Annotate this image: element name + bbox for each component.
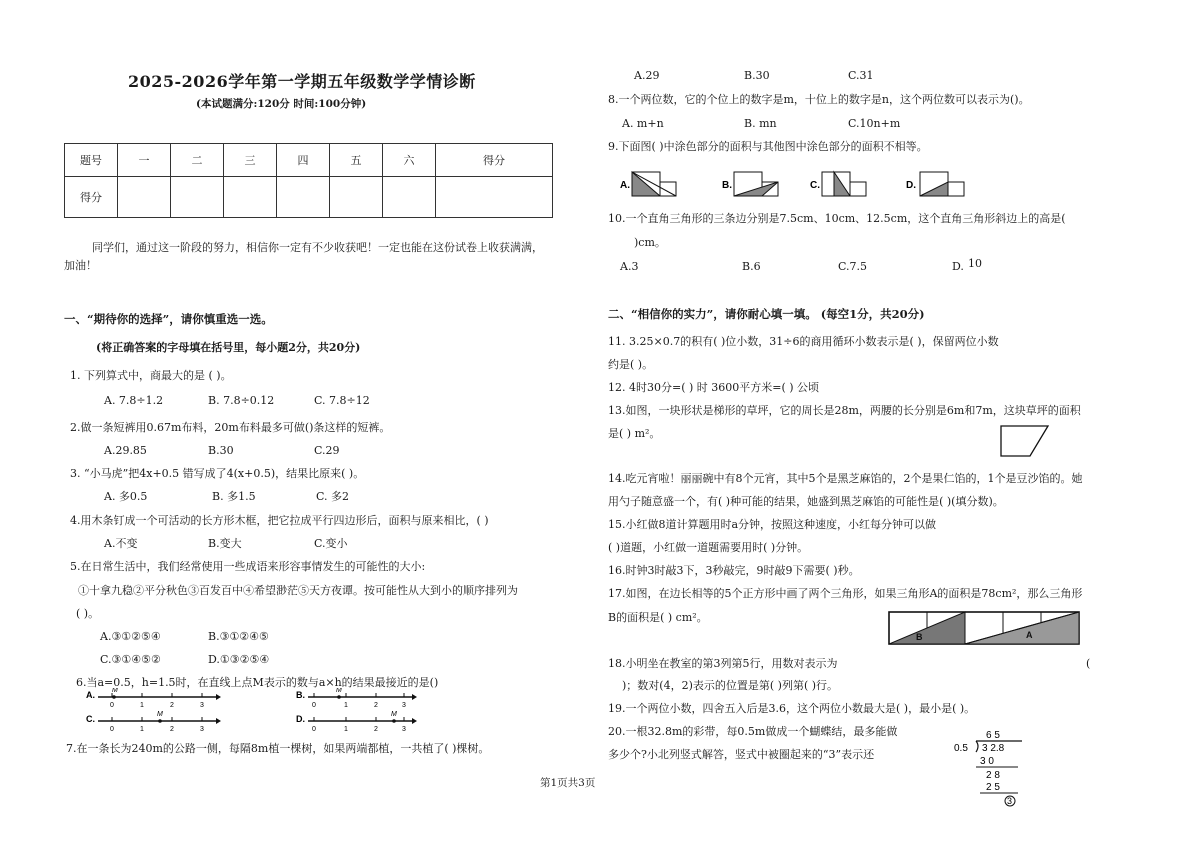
question-stem: 4.用木条钉成一个可活动的长方形木框，把它拉成平行四边形后，面积与原来相比，( ) xyxy=(70,514,489,527)
option-label: B. xyxy=(296,690,305,700)
section-heading: 二、“相信你的实力”，请你耐心填一填。 (每空1分，共20分) xyxy=(608,307,925,321)
number-lines-figure xyxy=(84,688,424,738)
score-header-cell: 得分 xyxy=(436,144,553,177)
option: B.6 xyxy=(742,260,761,273)
option-label: A. xyxy=(620,180,630,191)
option: B. mn xyxy=(744,117,777,130)
question-stem: )；数对(4，2)表示的位置是第( )列第( )行。 xyxy=(622,679,839,692)
question-stem: 8.一个两位数，它的个位上的数字是m，十位上的数字是n，这个两位数可以表示为()。 xyxy=(608,93,1030,106)
q9-figure-c xyxy=(810,172,866,196)
question-stem: 7.在一条长为240m的公路一侧，每隔8m植一棵树，如果两端都植，一共植了( )棵树。 xyxy=(66,742,490,755)
q9-figure-a xyxy=(620,172,676,196)
exam-subtitle: (本试题满分:120分 时间:100分钟) xyxy=(196,98,367,110)
score-header-cell: 题号 xyxy=(65,144,118,177)
tick-label: 1 xyxy=(140,726,144,733)
option: A. 多0.5 xyxy=(104,490,148,503)
triangle-label-b: B xyxy=(916,632,923,642)
option: C.10n+m xyxy=(848,117,901,130)
q9-figure-d xyxy=(906,172,964,196)
number-line-c xyxy=(86,711,221,733)
score-header-cell: 三 xyxy=(224,144,277,177)
option: A.29 xyxy=(634,69,660,82)
triangle-label-a: A xyxy=(1026,630,1033,640)
option-label: A. xyxy=(86,690,95,700)
question-stem: 5.在日常生活中，我们经常使用一些成语来形容事情发生的可能性的大小: xyxy=(70,560,426,573)
tick-label: 0 xyxy=(110,726,114,733)
number-line-a xyxy=(86,688,221,709)
long-division-figure xyxy=(952,728,1032,812)
question-stem: 3. “小马虎”把4x+0.5 错写成了4(x+0.5)，结果比原来( )。 xyxy=(70,467,365,480)
question-stem: 9.下面图( )中涂色部分的面积与其他图中涂色部分的面积不相等。 xyxy=(608,140,928,153)
score-cell[interactable] xyxy=(118,177,171,218)
option: B. 多1.5 xyxy=(212,490,256,503)
score-cell[interactable] xyxy=(330,177,383,218)
answer-paren: ( xyxy=(1086,657,1091,670)
option: A.不变 xyxy=(104,537,138,550)
question-stem: 17.如图，在边长相等的5个正方形中画了两个三角形，如果三角形A的面积是78cm²，那么三角形 xyxy=(608,587,1083,600)
option-label: B. xyxy=(722,180,732,191)
option: C.③①④⑤② xyxy=(100,653,161,666)
tick-label: 1 xyxy=(344,702,348,709)
option: C.7.5 xyxy=(838,260,868,273)
score-row-label: 得分 xyxy=(65,177,118,218)
tick-label: 1 xyxy=(140,702,144,709)
question-stem: 是( ) m²。 xyxy=(608,427,661,440)
question-stem: ①十拿九稳②平分秋色③百发百中④希望渺茫⑤天方夜谭。按可能性从大到小的顺序排列为 xyxy=(78,584,518,597)
tick-label: 1 xyxy=(344,726,348,733)
score-cell[interactable] xyxy=(277,177,330,218)
score-cell[interactable] xyxy=(436,177,553,218)
question-stem: 用勺子随意盛一个，有( )种可能的结果，她盛到黑芝麻馅的可能性是( )(填分数)。 xyxy=(608,495,1004,508)
point-label: M xyxy=(112,688,118,694)
option: C. 7.8÷12 xyxy=(314,394,370,407)
subtract-2: 2 5 xyxy=(986,782,1000,793)
tick-label: 2 xyxy=(374,702,378,709)
tick-label: 0 xyxy=(312,702,316,709)
option: D.①③②⑤④ xyxy=(208,653,270,666)
tick-label: 3 xyxy=(200,702,204,709)
option: D. xyxy=(952,260,964,273)
tick-label: 2 xyxy=(374,726,378,733)
option: A. m+n xyxy=(622,117,664,130)
answer-paren: )cm。 xyxy=(634,236,666,249)
question-stem: 11. 3.25×0.7的积有( )位小数，31÷6的商用循环小数表示是( )，保留两位小数 xyxy=(608,335,999,348)
tick-label: 2 xyxy=(170,726,174,733)
question-stem: 1. 下列算式中，商最大的是 ( )。 xyxy=(70,369,232,382)
point-label: M xyxy=(391,711,397,718)
tick-label: 0 xyxy=(110,702,114,709)
option-label: D. xyxy=(906,180,916,191)
five-squares-figure xyxy=(886,608,1086,650)
score-header-cell: 六 xyxy=(383,144,436,177)
question-stem: B的面积是( ) cm²。 xyxy=(608,611,708,624)
point-label: M xyxy=(336,688,342,694)
question-stem: 约是( )。 xyxy=(608,358,654,371)
remainder-1: 2 8 xyxy=(986,770,1000,781)
option: C.31 xyxy=(848,69,874,82)
tick-label: 0 xyxy=(312,726,316,733)
question-stem: ( )道题，小红做一道题需要用时( )分钟。 xyxy=(608,541,809,554)
number-line-d xyxy=(296,711,417,733)
question-stem: 13.如图，一块形状是梯形的草坪，它的周长是28m，两腰的长分别是6m和7m，这块草坪的面积 xyxy=(608,404,1081,417)
score-header-cell: 五 xyxy=(330,144,383,177)
score-header-cell: 一 xyxy=(118,144,171,177)
dividend: 3 2.8 xyxy=(982,743,1005,754)
option: C. 多2 xyxy=(316,490,350,503)
quotient: 6 5 xyxy=(986,730,1000,741)
number-line-b xyxy=(296,688,417,709)
q9-figures xyxy=(618,168,968,200)
score-cell[interactable] xyxy=(383,177,436,218)
option-label: C. xyxy=(810,180,820,191)
tick-label: 3 xyxy=(402,702,406,709)
option: C.29 xyxy=(314,444,340,457)
question-stem: 16.时钟3时敲3下，3秒敲完，9时敲9下需要( )秒。 xyxy=(608,564,860,577)
subtract-1: 3 0 xyxy=(980,756,994,767)
score-cell[interactable] xyxy=(171,177,224,218)
score-cell[interactable] xyxy=(224,177,277,218)
score-header-cell: 二 xyxy=(171,144,224,177)
question-stem: 2.做一条短裤用0.67m布料，20m布料最多可做()条这样的短裤。 xyxy=(70,421,391,434)
option: B.30 xyxy=(744,69,770,82)
point-label: M xyxy=(157,711,163,718)
question-stem: 14.吃元宵啦！丽丽碗中有8个元宵，其中5个是黑芝麻馅的，2个是果仁馅的，1个是豆沙馅的。她 xyxy=(608,472,1083,485)
section-note: (将正确答案的字母填在括号里，每小题2分，共20分) xyxy=(96,341,361,354)
option: B. 7.8÷0.12 xyxy=(208,394,275,407)
intro-text: 加油！ xyxy=(64,259,97,272)
tick-label: 3 xyxy=(402,726,406,733)
option: A.29.85 xyxy=(104,444,147,457)
question-stem: 10.一个直角三角形的三条边分别是7.5cm、10cm、12.5cm，这个直角三角形斜边上的高是( xyxy=(608,212,1066,225)
option-label: D. xyxy=(296,714,305,724)
page-number: 第1页共3页 xyxy=(540,777,596,789)
circled-digit: 3 xyxy=(1007,796,1013,806)
option: A. 7.8÷1.2 xyxy=(104,394,164,407)
option: A.③①②⑤④ xyxy=(100,630,161,643)
option: A.3 xyxy=(620,260,639,273)
option: B.变大 xyxy=(208,537,242,550)
section-heading: 一、“期待你的选择”，请你慎重选一选。 xyxy=(64,312,273,326)
option: B.③①②④⑤ xyxy=(208,630,269,643)
score-header-cell: 四 xyxy=(277,144,330,177)
divisor: 0.5 xyxy=(954,743,968,754)
option: C.变小 xyxy=(314,537,348,550)
score-table xyxy=(64,143,553,218)
question-stem: 多少个?小北列竖式解答，竖式中被圈起来的“3”表示还 xyxy=(608,748,875,761)
question-stem: 18.小明坐在教室的第3列第5行，用数对表示为 xyxy=(608,657,838,670)
question-stem: 12. 4时30分=( ) 时 3600平方米=( ) 公顷 xyxy=(608,381,820,394)
tick-label: 3 xyxy=(200,726,204,733)
question-stem: 6.当a=0.5，h=1.5时，在直线上点M表示的数与a×h的结果最接近的是() xyxy=(76,676,439,689)
option-value: 10 xyxy=(968,257,982,270)
tick-label: 2 xyxy=(170,702,174,709)
option-label: C. xyxy=(86,714,95,724)
question-stem: 19.一个两位小数，四舍五入后是3.6，这个两位小数最大是( )，最小是( )。 xyxy=(608,702,976,715)
question-stem: 20.一根32.8m的彩带，每0.5m做成一个蝴蝶结，最多能做 xyxy=(608,725,898,738)
question-stem: 15.小红做8道计算题用时a分钟，按照这种速度，小红每分钟可以做 xyxy=(608,518,937,531)
page-title: 2025-2026学年第一学期五年级数学学情诊断 xyxy=(128,72,476,91)
intro-text: 同学们，通过这一阶段的努力，相信你一定有不少收获吧！一定也能在这份试卷上收获满满， xyxy=(92,241,543,254)
option: B.30 xyxy=(208,444,234,457)
answer-paren: ( )。 xyxy=(76,607,100,620)
trapezoid-figure xyxy=(996,424,1052,460)
q9-figure-b xyxy=(722,172,778,196)
